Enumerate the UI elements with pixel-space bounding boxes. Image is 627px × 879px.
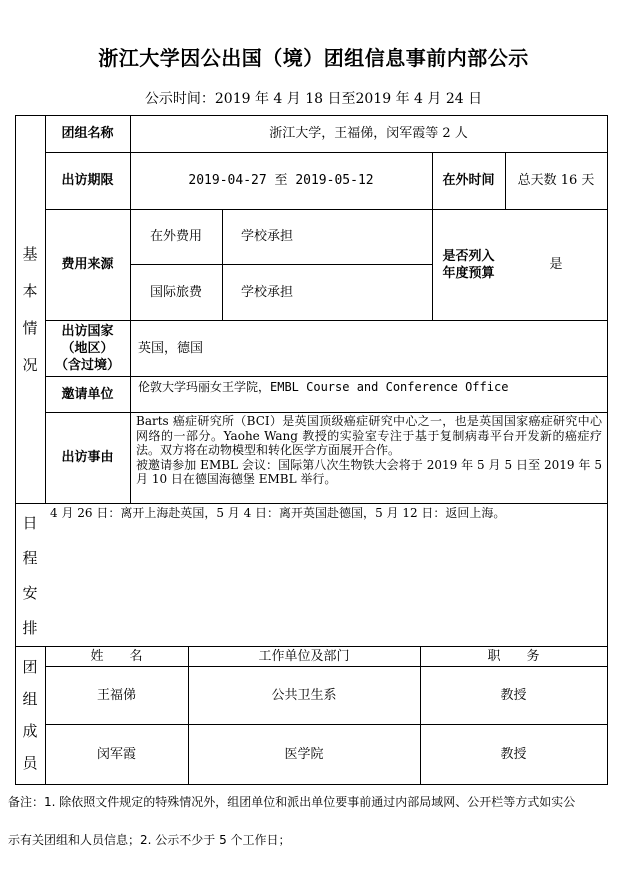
abroad-cost-label: 在外费用 <box>149 229 202 244</box>
intl-travel-label: 国际旅费 <box>149 284 202 300</box>
member-name: 王福俤 <box>96 687 136 703</box>
members-header-unit: 工作单位及部门 <box>258 648 350 664</box>
inviter-value: 伦敦大学玛丽女王学院，EMBL Course and Conference Office <box>138 379 509 394</box>
abroad-cost-value: 学校承担 <box>240 229 293 244</box>
inviter-label: 邀请单位 <box>61 386 114 402</box>
member-position: 教授 <box>500 746 527 762</box>
countries-value: 英国，德国 <box>138 340 204 356</box>
group-name-label: 团组名称 <box>61 126 114 141</box>
visit-period-label: 出访期限 <box>61 173 114 188</box>
abroad-time-value: 总天数 16 天 <box>517 173 595 188</box>
budget-value: 是 <box>549 257 563 272</box>
country-label: 出访国家 （地区） （含过境） <box>54 323 120 373</box>
member-name: 闵军霞 <box>96 746 136 762</box>
reason-paragraph-1: Barts 癌症研究所（BCI）是英国顶级癌症研究中心之一，也是英国国家癌症研究中心网络的一部分。Yaohe Wang 教授的实验室专注于基于复制病毒平台开发新的癌症疗法。双方将在动物模型和转化医学方面展开合作。 <box>136 414 602 457</box>
member-unit: 医学院 <box>284 746 324 762</box>
budget-label: 是否列入年度预算 <box>442 248 495 281</box>
section-schedule: 日 程 安 排 <box>22 514 38 637</box>
publicity-period: 公示时间：2019 年 4 月 18 日至2019 年 4 月 24 日 <box>144 91 483 107</box>
schedule-value: 4 月 26 日：离开上海赴英国，5 月 4 日：离开英国赴德国，5 月 12 日：返回上海。 <box>50 506 506 520</box>
members-header-position: 职 务 <box>487 648 540 664</box>
group-name-value: 浙江大学，王福俤，闵军霞等 2 人 <box>269 126 468 141</box>
section-basic-info: 基 本 情 况 <box>22 245 38 374</box>
reason-label: 出访事由 <box>61 450 114 465</box>
members-header-name: 姓 名 <box>90 648 143 664</box>
page-title: 浙江大学因公出国（境）团组信息事前内部公示 <box>98 46 529 70</box>
visit-period-value: 2019-04-27 至 2019-05-12 <box>188 173 374 188</box>
note-line-2: 示有关团组和人员信息；2. 公示不少于 5 个工作日； <box>8 833 291 847</box>
note-line-1: 备注：1. 除依照文件规定的特殊情况外，组团单位和派出单位要事前通过内部局域网、公开栏等方式如实公 <box>8 795 576 809</box>
member-unit: 公共卫生系 <box>271 687 337 703</box>
member-position: 教授 <box>500 687 527 703</box>
funding-label: 费用来源 <box>61 257 114 272</box>
intl-travel-value: 学校承担 <box>240 284 293 300</box>
reason-value <box>136 414 602 487</box>
abroad-time-label: 在外时间 <box>442 173 495 188</box>
reason-paragraph-2: 被邀请参加 EMBL 会议：国际第八次生物铁大会将于 2019 年 5 月 5 日至 2019 年 5 月 10 日在德国海德堡 EMBL 举行。 <box>136 457 602 486</box>
section-members: 团 组 成 员 <box>22 658 38 772</box>
